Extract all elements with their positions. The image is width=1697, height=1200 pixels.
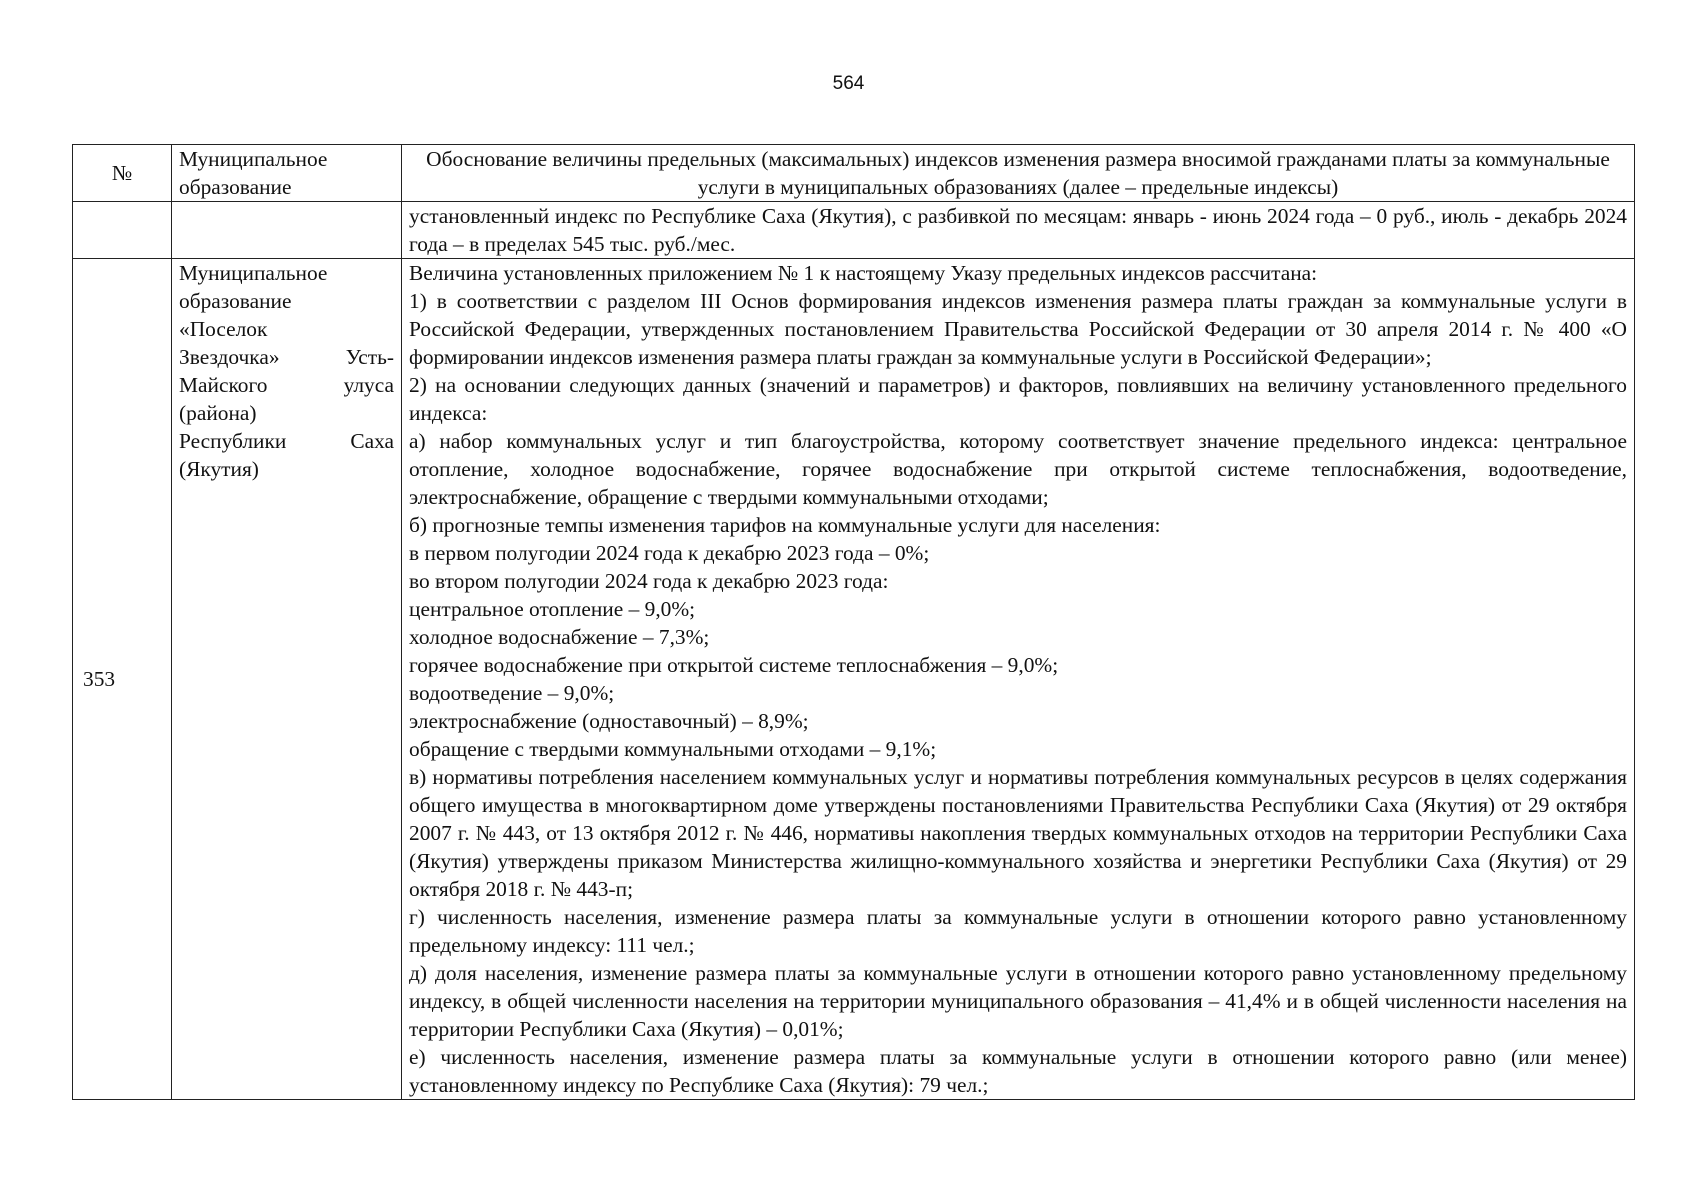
justification-paragraph: водоотведение – 9,0%; xyxy=(409,681,615,705)
municipality-line: «Поселок xyxy=(179,317,268,341)
table-header-row xyxy=(73,145,1635,202)
continuation-text: установленный индекс по Республике Саха (Якутия), с разбивкой по месяцам: январь - июнь 2024 года – 0 руб., июль - декабрь 2024 года – в пределах 545 тыс. руб./мес. xyxy=(402,202,1635,259)
header-municipality: Муниципальное образование xyxy=(172,145,402,202)
justification-cell xyxy=(402,259,1635,1100)
justification-paragraph: г) численность населения, изменение размера платы за коммунальные услуги в отношении которого равно установленному предельному индексу: 111 чел.; xyxy=(409,905,1627,957)
table-row xyxy=(73,202,1635,259)
municipality-line: образование xyxy=(179,289,292,313)
justification-paragraph: обращение с твердыми коммунальными отходами – 9,1%; xyxy=(409,737,937,761)
justification-paragraph: Величина установленных приложением № 1 к настоящему Указу предельных индексов рассчитана: xyxy=(409,261,1318,285)
justification-paragraph: электроснабжение (одноставочный) – 8,9%; xyxy=(409,709,809,733)
justification-paragraph: б) прогнозные темпы изменения тарифов на коммунальные услуги для населения: xyxy=(409,513,1161,537)
indices-table xyxy=(72,144,1635,1100)
continuation-municipality xyxy=(172,202,402,259)
justification-paragraph: 2) на основании следующих данных (значений и параметров) и факторов, повлиявших на величину установленного предельного индекса: xyxy=(409,373,1627,425)
justification-paragraph: а) набор коммунальных услуг и тип благоустройства, которому соответствует значение предельного индекса: центральное отопление, холодное водоснабжение, горячее водоснабжение при открытой системе теплоснабжения, водоотведение, электроснабжение, обращение с твердыми коммунальными отходами; xyxy=(409,429,1627,509)
municipality-line: Звездочка» Усть- xyxy=(179,345,394,369)
municipality-line: (Якутия) xyxy=(179,457,259,481)
table-row xyxy=(73,259,1635,1100)
continuation-number xyxy=(73,202,172,259)
municipality-line: Майского улуса xyxy=(179,373,394,397)
justification-paragraph: 1) в соответствии с разделом III Основ формирования индексов изменения размера платы граждан за коммунальные услуги в Российской Федерации, утвержденных постановлением Правительства Российской Федерации от 30 апреля 2014 г. № 400 «О формировании индексов изменения размера платы граждан за коммунальные услуги в Российской Федерации»; xyxy=(409,289,1627,369)
justification-paragraph: центральное отопление – 9,0%; xyxy=(409,597,696,621)
header-justification: Обоснование величины предельных (максимальных) индексов изменения размера вносимой гражданами платы за коммунальные услуги в муниципальных образованиях (далее – предельные индексы) xyxy=(402,145,1635,202)
header-number: № xyxy=(73,145,172,202)
municipality-line: (района) xyxy=(179,401,257,425)
justification-paragraph: в первом полугодии 2024 года к декабрю 2023 года – 0%; xyxy=(409,541,930,565)
row-number: 353 xyxy=(73,259,172,1100)
justification-paragraph: горячее водоснабжение при открытой системе теплоснабжения – 9,0%; xyxy=(409,653,1059,677)
page-number: 564 xyxy=(832,73,865,94)
municipality-cell xyxy=(172,259,402,1100)
justification-paragraph: в) нормативы потребления населением коммунальных услуг и нормативы потребления коммунальных ресурсов в целях содержания общего имущества в многоквартирном доме утверждены постановлениями Правительства Республики Саха (Якутия) от 29 октября 2007 г. № 443, от 13 октября 2012 г. № 446, нормативы накопления твердых коммунальных отходов на территории Республики Саха (Якутия) утверждены приказом Министерства жилищно-коммунального хозяйства и энергетики Республики Саха (Якутия) от 29 октября 2018 г. № 443-п; xyxy=(409,765,1627,901)
municipality-line: Республики Саха xyxy=(179,429,394,453)
municipality-line: Муниципальное xyxy=(179,261,328,285)
justification-paragraph: во втором полугодии 2024 года к декабрю 2023 года: xyxy=(409,569,889,593)
justification-paragraph: д) доля населения, изменение размера платы за коммунальные услуги в отношении которого равно установленному предельному индексу, в общей численности населения на территории муниципального образования – 41,4% и в общей численности населения на территории Республики Саха (Якутия) – 0,01%; xyxy=(409,961,1627,1041)
justification-paragraph: е) численность населения, изменение размера платы за коммунальные услуги в отношении которого равно (или менее) установленному индексу по Республике Саха (Якутия): 79 чел.; xyxy=(409,1045,1627,1097)
justification-paragraph: холодное водоснабжение – 7,3%; xyxy=(409,625,710,649)
